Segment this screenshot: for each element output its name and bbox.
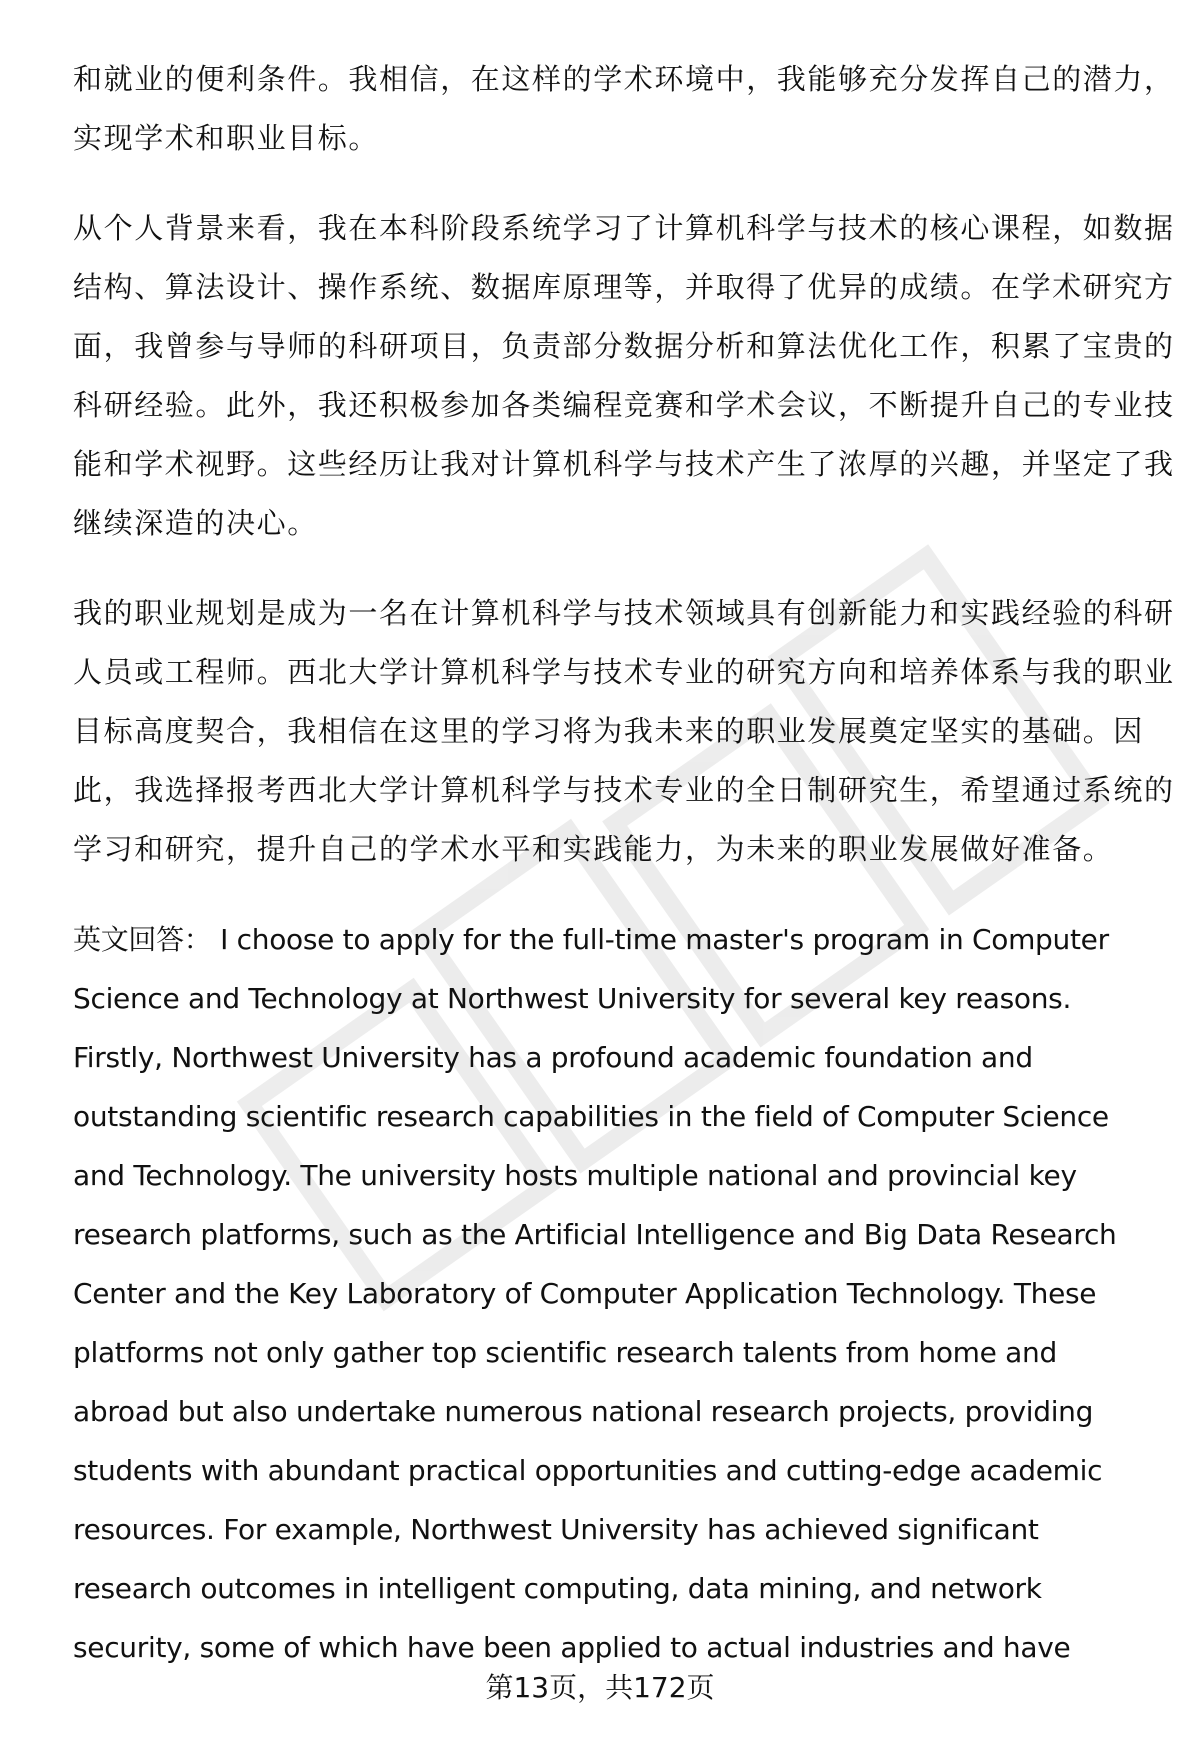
page-number: 第13页，共172页: [485, 1671, 715, 1704]
text-line: 继续深造的决心。: [73, 506, 318, 540]
text-line: Science and Technology at Northwest University for several key reasons.: [73, 982, 1072, 1015]
text-line: students with abundant practical opportunities and cutting-edge academic: [73, 1454, 1103, 1487]
text-line: platforms not only gather top scientific research talents from home and: [73, 1336, 1057, 1369]
text-line: 结构、算法设计、操作系统、数据库原理等，并取得了优异的成绩。在学术研究方: [73, 270, 1175, 304]
text-line: 从个人背景来看，我在本科阶段系统学习了计算机科学与技术的核心课程，如数据: [73, 211, 1175, 245]
text-line: 英文回答： I choose to apply for the full-time master's program in Computer: [73, 923, 1109, 956]
paragraph: [73, 50, 1183, 168]
text-line: 实现学术和职业目标。: [73, 121, 380, 155]
paragraph: [73, 584, 1183, 879]
text-line: resources. For example, Northwest University has achieved significant: [73, 1513, 1039, 1546]
text-line: research outcomes in intelligent computing, data mining, and network: [73, 1572, 1042, 1605]
text-line: 此，我选择报考西北大学计算机科学与技术专业的全日制研究生，希望通过系统的: [73, 773, 1175, 807]
text-line: research platforms, such as the Artificial Intelligence and Big Data Research: [73, 1218, 1117, 1251]
text-line: Firstly, Northwest University has a profound academic foundation and: [73, 1041, 1033, 1074]
text-line: 科研经验。此外，我还积极参加各类编程竞赛和学术会议，不断提升自己的专业技: [73, 388, 1175, 422]
text-line: Center and the Key Laboratory of Computer Application Technology. These: [73, 1277, 1097, 1310]
text-line: 人员或工程师。西北大学计算机科学与技术专业的研究方向和培养体系与我的职业: [73, 655, 1175, 689]
text-line: 目标高度契合，我相信在这里的学习将为我未来的职业发展奠定坚实的基础。因: [73, 714, 1145, 748]
text-line: 和就业的便利条件。我相信，在这样的学术环境中，我能够充分发挥自己的潜力，: [73, 62, 1175, 96]
text-line: security, some of which have been applied to actual industries and have: [73, 1631, 1071, 1664]
document-page: [73, 50, 1183, 1708]
paragraph: [73, 910, 1183, 1677]
paragraph: [73, 199, 1183, 553]
text-line: 能和学术视野。这些经历让我对计算机科学与技术产生了浓厚的兴趣，并坚定了我: [73, 447, 1175, 481]
text-line: 学习和研究，提升自己的学术水平和实践能力，为未来的职业发展做好准备。: [73, 832, 1114, 866]
text-line: 面，我曾参与导师的科研项目，负责部分数据分析和算法优化工作，积累了宝贵的: [73, 329, 1175, 363]
text-line: and Technology. The university hosts multiple national and provincial key: [73, 1159, 1077, 1192]
text-line: 我的职业规划是成为一名在计算机科学与技术领域具有创新能力和实践经验的科研: [73, 596, 1175, 630]
text-line: outstanding scientific research capabilities in the field of Computer Science: [73, 1100, 1109, 1133]
text-line: abroad but also undertake numerous national research projects, providing: [73, 1395, 1094, 1428]
